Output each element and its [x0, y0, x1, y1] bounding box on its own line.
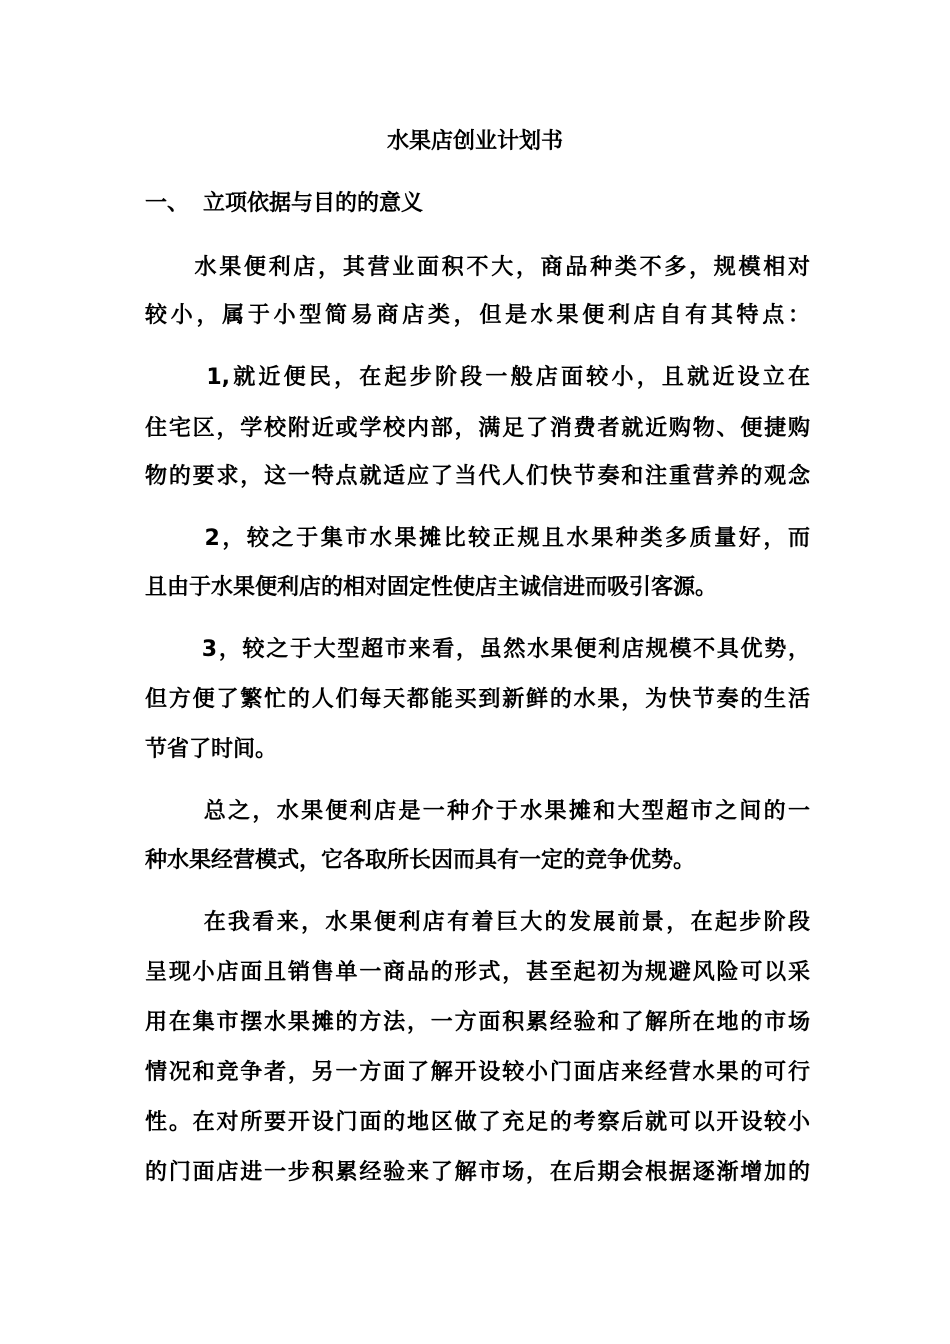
section-heading-text: 立项依据与目的的意义: [203, 191, 424, 216]
paragraph-line: 1,就近便民，在起步阶段一般店面较小，且就近设立在: [145, 365, 810, 390]
paragraph-line: 2，较之于集市水果摊比较正规且水果种类多质量好，而: [145, 526, 810, 551]
paragraph-line: 但方便了繁忙的人们每天都能买到新鲜的水果，为快节奏的生活: [145, 687, 810, 712]
section-number: 一、: [145, 191, 190, 216]
paragraph-line: 的门面店进一步积累经验来了解市场，在后期会根据逐渐增加的: [145, 1160, 810, 1185]
paragraph-line: 用在集市摆水果摊的方法，一方面积累经验和了解所在地的市场: [145, 1010, 810, 1035]
paragraph-line: 在我看来，水果便利店有着巨大的发展前景，在起步阶段: [145, 910, 810, 935]
paragraph-line: 性。在对所要开设门面的地区做了充足的考察后就可以开设较小: [145, 1110, 810, 1135]
paragraph-line: 3，较之于大型超市来看，虽然水果便利店规模不具优势，: [145, 637, 810, 662]
paragraph-line: 且由于水果便利店的相对固定性使店主诚信进而吸引客源。: [145, 575, 718, 600]
document-title: 水果店创业计划书: [386, 129, 563, 154]
paragraph-line: 水果便利店，其营业面积不大，商品种类不多，规模相对: [145, 255, 810, 280]
paragraph-line: 总之，水果便利店是一种介于水果摊和大型超市之间的一: [145, 799, 810, 824]
paragraph-line: 种水果经营模式，它各取所长因而具有一定的竞争优势。: [145, 848, 696, 873]
paragraph-line: 呈现小店面且销售单一商品的形式，甚至起初为规避风险可以采: [145, 960, 810, 985]
paragraph-line: 情况和竞争者，另一方面了解开设较小门面店来经营水果的可行: [145, 1060, 810, 1085]
section-heading: [145, 188, 423, 220]
paragraph-line: 较小，属于小型简易商店类，但是水果便利店自有其特点：: [145, 303, 810, 328]
paragraph-line: 住宅区，学校附近或学校内部，满足了消费者就近购物、便捷购: [145, 416, 810, 441]
paragraph-line: 节省了时间。: [145, 737, 278, 762]
paragraph-line: 物的要求，这一特点就适应了当代人们快节奏和注重营养的观念: [145, 464, 810, 489]
